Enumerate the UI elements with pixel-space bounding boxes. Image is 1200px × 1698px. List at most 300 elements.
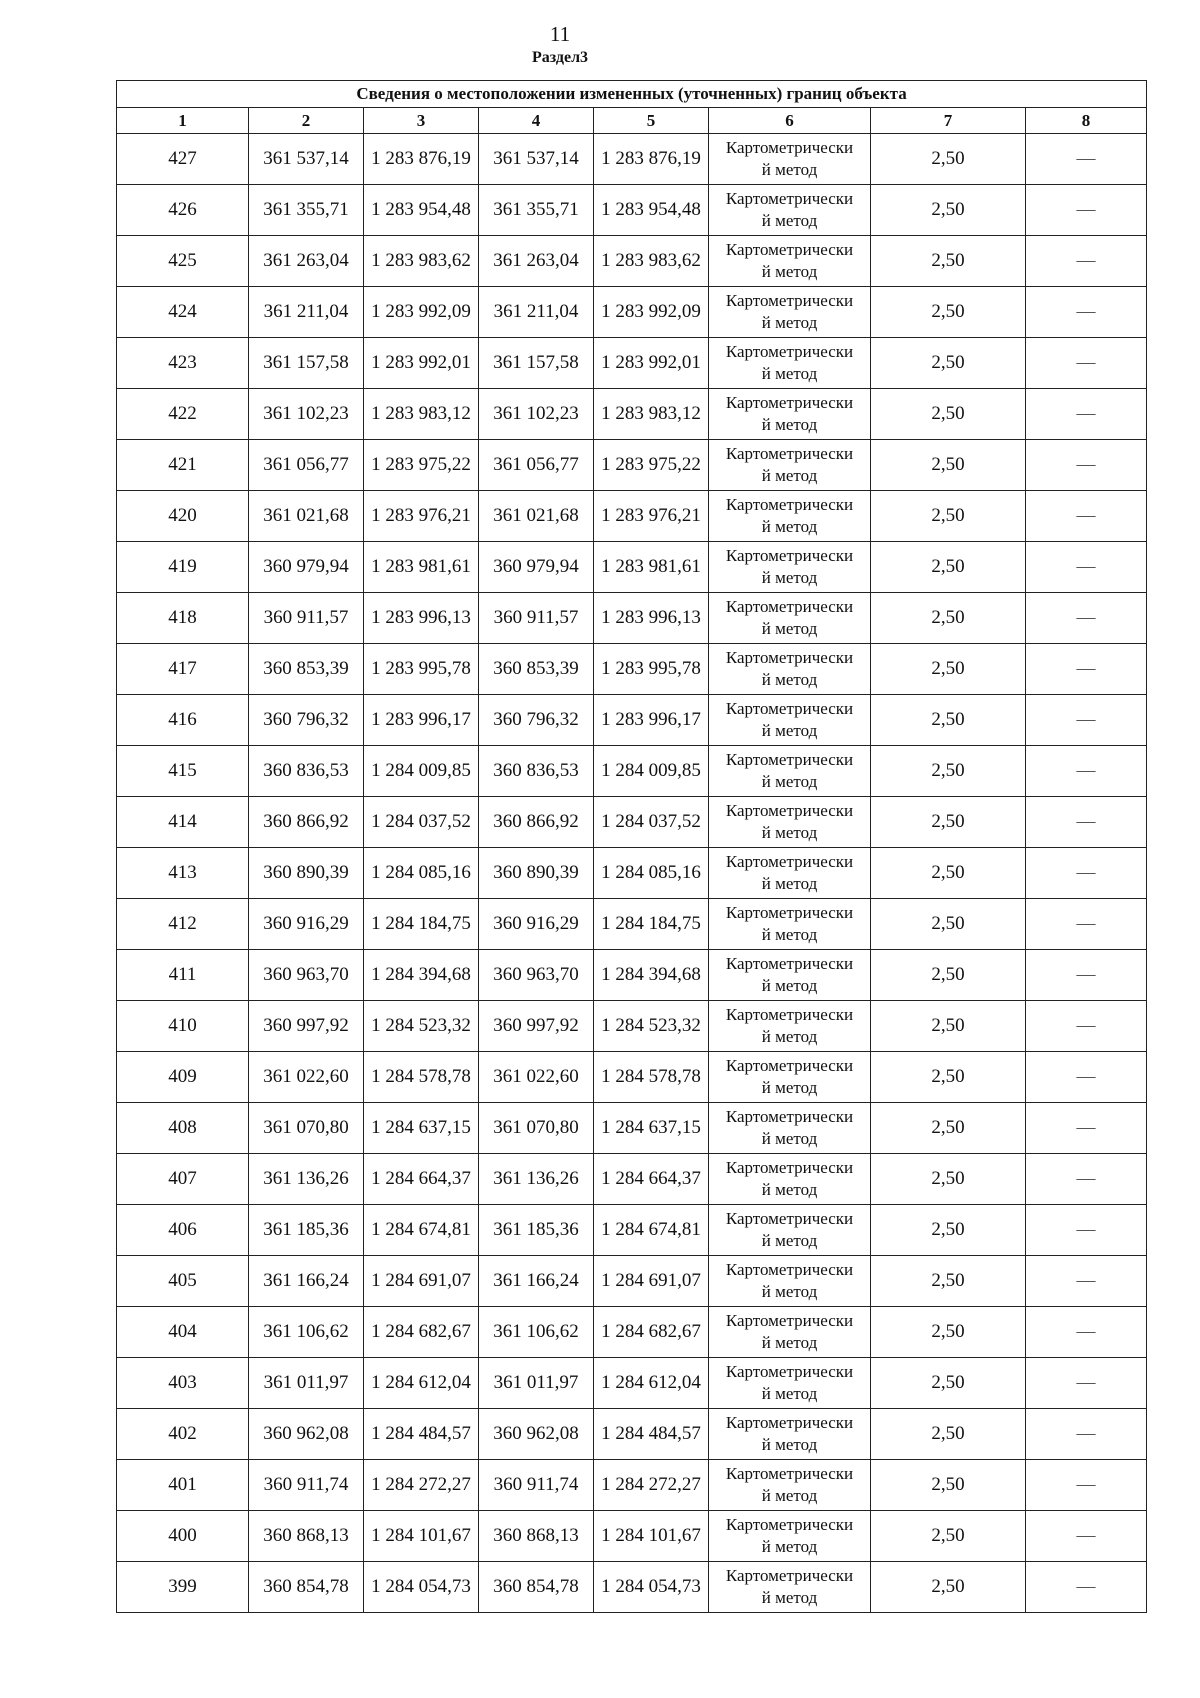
table-row	[117, 644, 1147, 695]
method-text-line-2: й метод	[761, 568, 818, 587]
method-cell	[709, 134, 871, 185]
method-cell	[709, 1256, 871, 1307]
method-text-line-1: Картометрически	[725, 189, 854, 208]
method-cell	[709, 1409, 871, 1460]
x-existing-cell: 361 102,23	[249, 389, 364, 440]
table-row	[117, 185, 1147, 236]
table-row	[117, 338, 1147, 389]
description-cell: —	[1026, 1511, 1147, 1562]
method-text-line-2: й метод	[761, 1333, 818, 1352]
y-existing-cell: 1 284 612,04	[364, 1358, 479, 1409]
method-text-line-2: й метод	[761, 823, 818, 842]
method-text-line-2: й метод	[761, 1129, 818, 1148]
y-refined-cell: 1 283 983,62	[594, 236, 709, 287]
x-existing-cell: 360 962,08	[249, 1409, 364, 1460]
point-number-cell: 401	[117, 1460, 249, 1511]
x-existing-cell: 361 021,68	[249, 491, 364, 542]
method-text-line-2: й метод	[761, 1486, 818, 1505]
accuracy-cell: 2,50	[871, 1460, 1026, 1511]
y-refined-cell: 1 284 637,15	[594, 1103, 709, 1154]
x-refined-cell: 360 868,13	[479, 1511, 594, 1562]
point-number-cell: 407	[117, 1154, 249, 1205]
y-refined-cell: 1 283 992,09	[594, 287, 709, 338]
y-refined-cell: 1 284 101,67	[594, 1511, 709, 1562]
y-existing-cell: 1 283 876,19	[364, 134, 479, 185]
point-number-cell: 410	[117, 1001, 249, 1052]
method-text-line-1: Картометрически	[725, 1311, 854, 1330]
method-cell	[709, 542, 871, 593]
method-cell	[709, 491, 871, 542]
y-refined-cell: 1 284 674,81	[594, 1205, 709, 1256]
x-refined-cell: 360 962,08	[479, 1409, 594, 1460]
y-refined-cell: 1 284 691,07	[594, 1256, 709, 1307]
accuracy-cell: 2,50	[871, 1256, 1026, 1307]
table-row	[117, 1460, 1147, 1511]
y-existing-cell: 1 283 983,62	[364, 236, 479, 287]
method-cell	[709, 1001, 871, 1052]
column-header-1: 1	[117, 108, 249, 134]
x-existing-cell: 361 106,62	[249, 1307, 364, 1358]
method-cell	[709, 899, 871, 950]
method-text-line-2: й метод	[761, 1435, 818, 1454]
accuracy-cell: 2,50	[871, 1205, 1026, 1256]
method-cell	[709, 950, 871, 1001]
x-existing-cell: 360 911,57	[249, 593, 364, 644]
y-existing-cell: 1 283 992,09	[364, 287, 479, 338]
method-text-line-2: й метод	[761, 874, 818, 893]
x-refined-cell: 360 796,32	[479, 695, 594, 746]
x-refined-cell: 360 911,74	[479, 1460, 594, 1511]
method-text-line-1: Картометрически	[725, 852, 854, 871]
x-existing-cell: 360 997,92	[249, 1001, 364, 1052]
accuracy-cell: 2,50	[871, 491, 1026, 542]
point-number-cell: 404	[117, 1307, 249, 1358]
description-cell: —	[1026, 1001, 1147, 1052]
accuracy-cell: 2,50	[871, 185, 1026, 236]
table-row	[117, 389, 1147, 440]
y-refined-cell: 1 283 954,48	[594, 185, 709, 236]
method-text-line-2: й метод	[761, 1384, 818, 1403]
table-row	[117, 440, 1147, 491]
table-row	[117, 1052, 1147, 1103]
y-existing-cell: 1 283 996,17	[364, 695, 479, 746]
method-cell	[709, 746, 871, 797]
description-cell: —	[1026, 1409, 1147, 1460]
description-cell: —	[1026, 593, 1147, 644]
method-text-line-2: й метод	[761, 1588, 818, 1607]
table-row	[117, 695, 1147, 746]
method-text-line-1: Картометрически	[725, 1209, 854, 1228]
point-number-cell: 426	[117, 185, 249, 236]
accuracy-cell: 2,50	[871, 797, 1026, 848]
method-text-line-1: Картометрически	[725, 954, 854, 973]
y-refined-cell: 1 283 996,17	[594, 695, 709, 746]
method-text-line-2: й метод	[761, 1282, 818, 1301]
x-refined-cell: 361 211,04	[479, 287, 594, 338]
method-text-line-1: Картометрически	[725, 495, 854, 514]
method-text-line-1: Картометрически	[725, 1566, 854, 1585]
x-refined-cell: 361 011,97	[479, 1358, 594, 1409]
method-text-line-2: й метод	[761, 1078, 818, 1097]
method-cell	[709, 236, 871, 287]
point-number-cell: 425	[117, 236, 249, 287]
description-cell: —	[1026, 287, 1147, 338]
description-cell: —	[1026, 797, 1147, 848]
description-cell: —	[1026, 134, 1147, 185]
method-text-line-1: Картометрически	[725, 1158, 854, 1177]
x-refined-cell: 360 836,53	[479, 746, 594, 797]
method-text-line-1: Картометрически	[725, 1413, 854, 1432]
method-text-line-1: Картометрически	[725, 1362, 854, 1381]
y-refined-cell: 1 284 682,67	[594, 1307, 709, 1358]
method-text-line-2: й метод	[761, 619, 818, 638]
method-cell	[709, 848, 871, 899]
accuracy-cell: 2,50	[871, 1358, 1026, 1409]
method-cell	[709, 1460, 871, 1511]
x-existing-cell: 361 355,71	[249, 185, 364, 236]
table-row	[117, 746, 1147, 797]
table-row	[117, 1307, 1147, 1358]
x-refined-cell: 360 911,57	[479, 593, 594, 644]
method-text-line-2: й метод	[761, 262, 818, 281]
y-existing-cell: 1 284 578,78	[364, 1052, 479, 1103]
y-existing-cell: 1 284 637,15	[364, 1103, 479, 1154]
table-row	[117, 542, 1147, 593]
y-refined-cell: 1 284 578,78	[594, 1052, 709, 1103]
accuracy-cell: 2,50	[871, 542, 1026, 593]
y-refined-cell: 1 284 085,16	[594, 848, 709, 899]
method-cell	[709, 644, 871, 695]
accuracy-cell: 2,50	[871, 1511, 1026, 1562]
method-text-line-1: Картометрически	[725, 342, 854, 361]
description-cell: —	[1026, 440, 1147, 491]
table-row	[117, 899, 1147, 950]
method-text-line-2: й метод	[761, 466, 818, 485]
x-refined-cell: 361 021,68	[479, 491, 594, 542]
x-refined-cell: 360 963,70	[479, 950, 594, 1001]
point-number-cell: 416	[117, 695, 249, 746]
x-existing-cell: 361 157,58	[249, 338, 364, 389]
method-text-line-1: Картометрически	[725, 801, 854, 820]
method-text-line-2: й метод	[761, 925, 818, 944]
accuracy-cell: 2,50	[871, 1562, 1026, 1613]
method-text-line-1: Картометрически	[725, 1260, 854, 1279]
y-existing-cell: 1 283 995,78	[364, 644, 479, 695]
table-row	[117, 1358, 1147, 1409]
column-header-8: 8	[1026, 108, 1147, 134]
y-refined-cell: 1 283 876,19	[594, 134, 709, 185]
y-existing-cell: 1 283 992,01	[364, 338, 479, 389]
y-existing-cell: 1 284 054,73	[364, 1562, 479, 1613]
x-refined-cell: 361 537,14	[479, 134, 594, 185]
column-header-3: 3	[364, 108, 479, 134]
table-row	[117, 797, 1147, 848]
method-text-line-1: Картометрически	[725, 1515, 854, 1534]
description-cell: —	[1026, 1205, 1147, 1256]
method-text-line-1: Картометрически	[725, 699, 854, 718]
x-existing-cell: 361 056,77	[249, 440, 364, 491]
method-text-line-2: й метод	[761, 721, 818, 740]
y-refined-cell: 1 283 976,21	[594, 491, 709, 542]
y-refined-cell: 1 283 996,13	[594, 593, 709, 644]
method-text-line-2: й метод	[761, 517, 818, 536]
method-text-line-2: й метод	[761, 1027, 818, 1046]
accuracy-cell: 2,50	[871, 1001, 1026, 1052]
description-cell: —	[1026, 1358, 1147, 1409]
x-refined-cell: 360 854,78	[479, 1562, 594, 1613]
table-caption: Сведения о местоположении измененных (уточненных) границ объекта	[117, 81, 1147, 108]
y-existing-cell: 1 283 996,13	[364, 593, 479, 644]
method-text-line-2: й метод	[761, 670, 818, 689]
y-refined-cell: 1 284 272,27	[594, 1460, 709, 1511]
column-header-2: 2	[249, 108, 364, 134]
description-cell: —	[1026, 1460, 1147, 1511]
y-existing-cell: 1 284 184,75	[364, 899, 479, 950]
x-existing-cell: 361 136,26	[249, 1154, 364, 1205]
column-header-5: 5	[594, 108, 709, 134]
table-row	[117, 1562, 1147, 1613]
table-row	[117, 950, 1147, 1001]
point-number-cell: 411	[117, 950, 249, 1001]
y-refined-cell: 1 284 523,32	[594, 1001, 709, 1052]
y-existing-cell: 1 284 682,67	[364, 1307, 479, 1358]
method-cell	[709, 1358, 871, 1409]
point-number-cell: 427	[117, 134, 249, 185]
x-refined-cell: 361 056,77	[479, 440, 594, 491]
x-existing-cell: 361 022,60	[249, 1052, 364, 1103]
column-header-6: 6	[709, 108, 871, 134]
method-cell	[709, 593, 871, 644]
method-text-line-1: Картометрически	[725, 648, 854, 667]
method-cell	[709, 389, 871, 440]
x-refined-cell: 361 136,26	[479, 1154, 594, 1205]
method-text-line-1: Картометрически	[725, 1056, 854, 1075]
point-number-cell: 408	[117, 1103, 249, 1154]
y-existing-cell: 1 284 101,67	[364, 1511, 479, 1562]
description-cell: —	[1026, 746, 1147, 797]
x-refined-cell: 360 853,39	[479, 644, 594, 695]
point-number-cell: 412	[117, 899, 249, 950]
method-text-line-1: Картометрически	[725, 903, 854, 922]
method-cell	[709, 440, 871, 491]
y-refined-cell: 1 284 184,75	[594, 899, 709, 950]
method-text-line-1: Картометрически	[725, 291, 854, 310]
method-text-line-1: Картометрически	[725, 750, 854, 769]
point-number-cell: 414	[117, 797, 249, 848]
accuracy-cell: 2,50	[871, 1052, 1026, 1103]
point-number-cell: 424	[117, 287, 249, 338]
y-existing-cell: 1 284 037,52	[364, 797, 479, 848]
x-refined-cell: 361 263,04	[479, 236, 594, 287]
method-cell	[709, 287, 871, 338]
accuracy-cell: 2,50	[871, 848, 1026, 899]
y-existing-cell: 1 284 664,37	[364, 1154, 479, 1205]
accuracy-cell: 2,50	[871, 389, 1026, 440]
method-text-line-2: й метод	[761, 772, 818, 791]
y-existing-cell: 1 284 691,07	[364, 1256, 479, 1307]
description-cell: —	[1026, 542, 1147, 593]
y-refined-cell: 1 283 981,61	[594, 542, 709, 593]
point-number-cell: 405	[117, 1256, 249, 1307]
accuracy-cell: 2,50	[871, 287, 1026, 338]
accuracy-cell: 2,50	[871, 338, 1026, 389]
x-refined-cell: 361 106,62	[479, 1307, 594, 1358]
method-text-line-1: Картометрически	[725, 444, 854, 463]
x-refined-cell: 360 866,92	[479, 797, 594, 848]
y-refined-cell: 1 284 612,04	[594, 1358, 709, 1409]
point-number-cell: 399	[117, 1562, 249, 1613]
point-number-cell: 403	[117, 1358, 249, 1409]
y-refined-cell: 1 283 983,12	[594, 389, 709, 440]
y-refined-cell: 1 284 484,57	[594, 1409, 709, 1460]
x-refined-cell: 361 157,58	[479, 338, 594, 389]
point-number-cell: 419	[117, 542, 249, 593]
x-refined-cell: 361 022,60	[479, 1052, 594, 1103]
method-cell	[709, 1052, 871, 1103]
x-existing-cell: 360 836,53	[249, 746, 364, 797]
x-refined-cell: 360 997,92	[479, 1001, 594, 1052]
description-cell: —	[1026, 950, 1147, 1001]
x-existing-cell: 360 916,29	[249, 899, 364, 950]
y-existing-cell: 1 283 981,61	[364, 542, 479, 593]
description-cell: —	[1026, 1052, 1147, 1103]
x-existing-cell: 360 979,94	[249, 542, 364, 593]
method-cell	[709, 797, 871, 848]
x-refined-cell: 360 916,29	[479, 899, 594, 950]
table-row	[117, 1154, 1147, 1205]
y-existing-cell: 1 284 394,68	[364, 950, 479, 1001]
table-row	[117, 1256, 1147, 1307]
method-cell	[709, 695, 871, 746]
column-header-4: 4	[479, 108, 594, 134]
description-cell: —	[1026, 695, 1147, 746]
point-number-cell: 420	[117, 491, 249, 542]
y-existing-cell: 1 283 976,21	[364, 491, 479, 542]
table-row	[117, 1205, 1147, 1256]
table-body	[117, 134, 1147, 1613]
method-cell	[709, 1307, 871, 1358]
point-number-cell: 415	[117, 746, 249, 797]
point-number-cell: 406	[117, 1205, 249, 1256]
point-number-cell: 413	[117, 848, 249, 899]
point-number-cell: 417	[117, 644, 249, 695]
table-row	[117, 134, 1147, 185]
description-cell: —	[1026, 1256, 1147, 1307]
description-cell: —	[1026, 389, 1147, 440]
accuracy-cell: 2,50	[871, 1409, 1026, 1460]
y-existing-cell: 1 283 983,12	[364, 389, 479, 440]
method-cell	[709, 1103, 871, 1154]
column-header-7: 7	[871, 108, 1026, 134]
x-existing-cell: 361 211,04	[249, 287, 364, 338]
description-cell: —	[1026, 185, 1147, 236]
x-existing-cell: 360 853,39	[249, 644, 364, 695]
table-row	[117, 491, 1147, 542]
x-existing-cell: 361 011,97	[249, 1358, 364, 1409]
accuracy-cell: 2,50	[871, 1103, 1026, 1154]
method-text-line-2: й метод	[761, 1231, 818, 1250]
table-row	[117, 1511, 1147, 1562]
point-number-cell: 423	[117, 338, 249, 389]
method-text-line-1: Картометрически	[725, 1107, 854, 1126]
method-text-line-1: Картометрически	[725, 240, 854, 259]
accuracy-cell: 2,50	[871, 950, 1026, 1001]
y-refined-cell: 1 283 995,78	[594, 644, 709, 695]
point-number-cell: 422	[117, 389, 249, 440]
y-existing-cell: 1 284 272,27	[364, 1460, 479, 1511]
description-cell: —	[1026, 491, 1147, 542]
y-existing-cell: 1 284 085,16	[364, 848, 479, 899]
method-text-line-1: Картометрически	[725, 138, 854, 157]
y-refined-cell: 1 284 054,73	[594, 1562, 709, 1613]
y-refined-cell: 1 284 037,52	[594, 797, 709, 848]
method-text-line-2: й метод	[761, 976, 818, 995]
section-title: Раздел3	[531, 49, 589, 66]
method-text-line-1: Картометрически	[725, 1005, 854, 1024]
boundary-coordinates-table	[116, 80, 1147, 1613]
accuracy-cell: 2,50	[871, 1307, 1026, 1358]
description-cell: —	[1026, 899, 1147, 950]
x-existing-cell: 360 796,32	[249, 695, 364, 746]
description-cell: —	[1026, 1154, 1147, 1205]
x-existing-cell: 361 537,14	[249, 134, 364, 185]
method-cell	[709, 1205, 871, 1256]
x-refined-cell: 361 355,71	[479, 185, 594, 236]
method-cell	[709, 1562, 871, 1613]
method-cell	[709, 185, 871, 236]
x-existing-cell: 360 890,39	[249, 848, 364, 899]
y-refined-cell: 1 284 394,68	[594, 950, 709, 1001]
table-row	[117, 1409, 1147, 1460]
x-existing-cell: 361 070,80	[249, 1103, 364, 1154]
y-existing-cell: 1 284 523,32	[364, 1001, 479, 1052]
description-cell: —	[1026, 1562, 1147, 1613]
y-refined-cell: 1 283 975,22	[594, 440, 709, 491]
x-existing-cell: 360 868,13	[249, 1511, 364, 1562]
table-row	[117, 287, 1147, 338]
method-text-line-1: Картометрически	[725, 393, 854, 412]
y-existing-cell: 1 284 009,85	[364, 746, 479, 797]
accuracy-cell: 2,50	[871, 236, 1026, 287]
x-existing-cell: 361 185,36	[249, 1205, 364, 1256]
x-existing-cell: 360 854,78	[249, 1562, 364, 1613]
point-number-cell: 400	[117, 1511, 249, 1562]
y-existing-cell: 1 283 954,48	[364, 185, 479, 236]
x-existing-cell: 361 166,24	[249, 1256, 364, 1307]
y-existing-cell: 1 284 674,81	[364, 1205, 479, 1256]
table-row	[117, 1103, 1147, 1154]
method-text-line-2: й метод	[761, 313, 818, 332]
x-existing-cell: 360 866,92	[249, 797, 364, 848]
point-number-cell: 418	[117, 593, 249, 644]
x-existing-cell: 361 263,04	[249, 236, 364, 287]
y-refined-cell: 1 284 664,37	[594, 1154, 709, 1205]
method-text-line-2: й метод	[761, 211, 818, 230]
accuracy-cell: 2,50	[871, 644, 1026, 695]
table-row	[117, 593, 1147, 644]
method-text-line-2: й метод	[761, 1537, 818, 1556]
x-refined-cell: 361 070,80	[479, 1103, 594, 1154]
y-refined-cell: 1 283 992,01	[594, 338, 709, 389]
accuracy-cell: 2,50	[871, 1154, 1026, 1205]
y-existing-cell: 1 284 484,57	[364, 1409, 479, 1460]
y-existing-cell: 1 283 975,22	[364, 440, 479, 491]
accuracy-cell: 2,50	[871, 134, 1026, 185]
description-cell: —	[1026, 1103, 1147, 1154]
method-text-line-1: Картометрически	[725, 597, 854, 616]
column-header-row	[117, 108, 1147, 134]
table-row	[117, 1001, 1147, 1052]
